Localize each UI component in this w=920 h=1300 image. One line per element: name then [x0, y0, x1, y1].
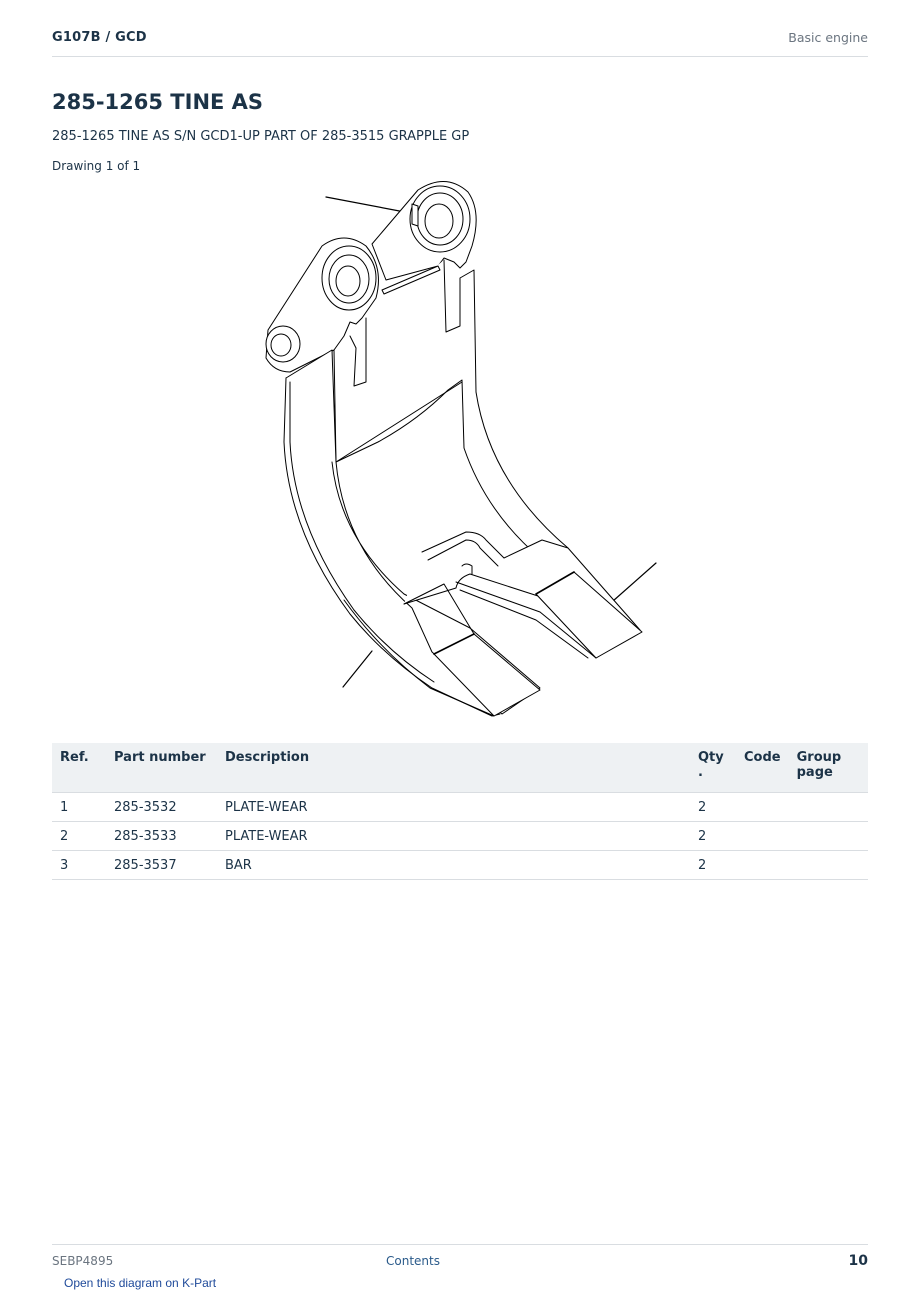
parts-table — [52, 743, 868, 880]
leader-line — [326, 197, 410, 213]
tine-assembly-drawing — [240, 175, 680, 725]
model-code: G107B / GCD — [52, 30, 147, 45]
leader-line — [343, 651, 372, 687]
cell-ref: 1 — [52, 793, 106, 822]
drawing-count: Drawing 1 of 1 — [52, 159, 141, 173]
header-part-number: Part number — [106, 743, 217, 793]
cell-ref: 2 — [52, 822, 106, 851]
document-id: SEBP4895 — [52, 1254, 114, 1268]
header-description: Description — [217, 743, 690, 793]
page-number: 10 — [848, 1253, 868, 1269]
cell-ref: 3 — [52, 851, 106, 880]
contents-link[interactable]: Contents — [386, 1254, 440, 1268]
section-name: Basic engine — [788, 30, 868, 45]
table-row — [52, 793, 868, 822]
page-footer — [52, 1244, 868, 1275]
cell-code — [736, 822, 789, 851]
cell-part-number: 285-3532 — [106, 793, 217, 822]
cell-description: BAR — [217, 851, 690, 880]
cell-qty: 2 — [690, 851, 736, 880]
header-ref: Ref. — [52, 743, 106, 793]
page-title: 285-1265 TINE AS — [52, 90, 264, 114]
header-code: Code — [736, 743, 789, 793]
cell-qty: 2 — [690, 822, 736, 851]
page-header — [52, 28, 868, 57]
cell-part-number: 285-3537 — [106, 851, 217, 880]
cell-qty: 2 — [690, 793, 736, 822]
leader-line — [613, 563, 656, 601]
cell-description: PLATE-WEAR — [217, 822, 690, 851]
upper-pin-bore — [410, 186, 470, 252]
table-row — [52, 851, 868, 880]
open-in-kpart-link[interactable]: Open this diagram on K-Part — [64, 1276, 217, 1290]
cell-group-page — [789, 822, 868, 851]
header-qty: Qty . — [690, 743, 736, 793]
cell-code — [736, 851, 789, 880]
cell-description: PLATE-WEAR — [217, 793, 690, 822]
cell-part-number: 285-3533 — [106, 822, 217, 851]
header-group-page: Group page — [789, 743, 868, 793]
table-header-row — [52, 743, 868, 793]
cell-group-page — [789, 851, 868, 880]
cell-group-page — [789, 793, 868, 822]
lower-pin-bore — [322, 246, 376, 310]
page-subtitle: 285-1265 TINE AS S/N GCD1-UP PART OF 285-3515 GRAPPLE GP — [52, 129, 470, 144]
table-row — [52, 822, 868, 851]
cell-code — [736, 793, 789, 822]
